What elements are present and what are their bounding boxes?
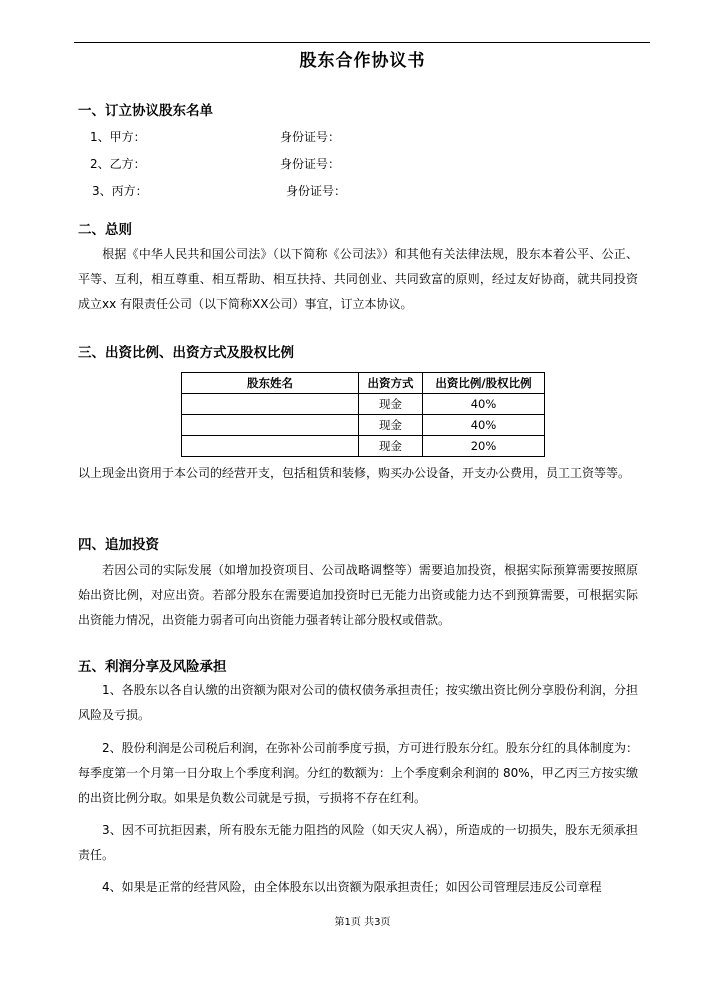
table-cell: 现金 <box>359 415 423 436</box>
table-cell <box>182 394 359 415</box>
table-cell <box>182 436 359 457</box>
table-row <box>182 436 545 457</box>
investment-text: 若因公司的实际发展（如增加投资项目、公司战略调整等）需要追加投资，根据实际预算需要按照原始出资比例，对应出资。若部分股东在需要追加投资时已无能力出资或能力达不到预算需要，可根据实际出资能力情况，出资能力弱者可向出资能力强者转让部分股权或借款。 <box>78 563 638 627</box>
party-a-label: 1、甲方： <box>90 130 146 144</box>
table-header: 出资比例/股权比例 <box>423 373 545 394</box>
document-title: 股东合作协议书 <box>299 51 426 71</box>
header-rule <box>74 42 650 43</box>
table-header: 出资方式 <box>359 373 423 394</box>
profit-item-text: 3、因不可抗拒因素，所有股东无能力阻挡的风险（如天灾人祸），所造成的一切损失，股东无须承担责任。 <box>78 823 638 862</box>
profit-item-4 <box>78 875 638 900</box>
table-cell: 40% <box>423 394 545 415</box>
table-header: 股东姓名 <box>182 373 359 394</box>
table-row <box>182 394 545 415</box>
capital-paragraph: 以上现金出资用于本公司的经营开支，包括租赁和装修，购买办公设备，开支办公费用，员工工资等等。 <box>78 466 631 480</box>
table-cell: 20% <box>423 436 545 457</box>
capital-table <box>181 372 545 457</box>
profit-item-3 <box>78 818 638 868</box>
section-heading-shareholders: 一、订立协议股东名单 <box>78 103 213 119</box>
profit-item-text: 2、股份利润是公司税后利润，在弥补公司前季度亏损，方可进行股东分红。股东分红的具体制度为：每季度第一个月第一日分取上个季度利润。分红的数额为：上个季度剩余利润的 80%，甲乙丙三方按实缴的出资比例分取。如果是负数公司就是亏损，亏损将不存在红利。 <box>78 741 638 805</box>
profit-item-text: 4、如果是正常的经营风险，由全体股东以出资额为限承担责任；如因公司管理层违反公司章程 <box>102 880 602 894</box>
section-heading-general: 二、总则 <box>78 222 132 238</box>
general-paragraph <box>78 242 638 317</box>
table-cell <box>182 415 359 436</box>
table-header-row <box>182 373 545 394</box>
table-cell: 40% <box>423 415 545 436</box>
profit-item-2 <box>78 736 638 811</box>
table-cell: 现金 <box>359 436 423 457</box>
party-a-id-label: 身份证号： <box>280 130 341 144</box>
party-c-label: 3、丙方： <box>92 184 148 198</box>
party-b-label: 2、乙方： <box>90 157 146 171</box>
table-row <box>182 415 545 436</box>
profit-item-1 <box>78 678 638 728</box>
section-heading-additional-investment: 四、追加投资 <box>78 537 159 553</box>
party-b-id-label: 身份证号： <box>280 157 341 171</box>
section-heading-profit-risk: 五、利润分享及风险承担 <box>78 659 227 675</box>
page-number-footer: 第1页 共3页 <box>334 917 391 928</box>
profit-item-text: 1、各股东以各自认缴的出资额为限对公司的债权债务承担责任；按实缴出资比例分享股份利润，分担风险及亏损。 <box>78 683 638 722</box>
party-c-id-label: 身份证号： <box>286 184 347 198</box>
investment-paragraph <box>78 558 638 633</box>
section-heading-capital: 三、出资比例、出资方式及股权比例 <box>78 345 294 361</box>
table-cell: 现金 <box>359 394 423 415</box>
general-text: 根据《中华人民共和国公司法》（以下简称《公司法》）和其他有关法律法规，股东本着公平、公正、平等、互利，相互尊重、相互帮助、相互扶持、共同创业、共同致富的原则，经过友好协商，就共同投资成立xx 有限责任公司（以下简称XX公司）事宜，订立本协议。 <box>78 247 638 311</box>
